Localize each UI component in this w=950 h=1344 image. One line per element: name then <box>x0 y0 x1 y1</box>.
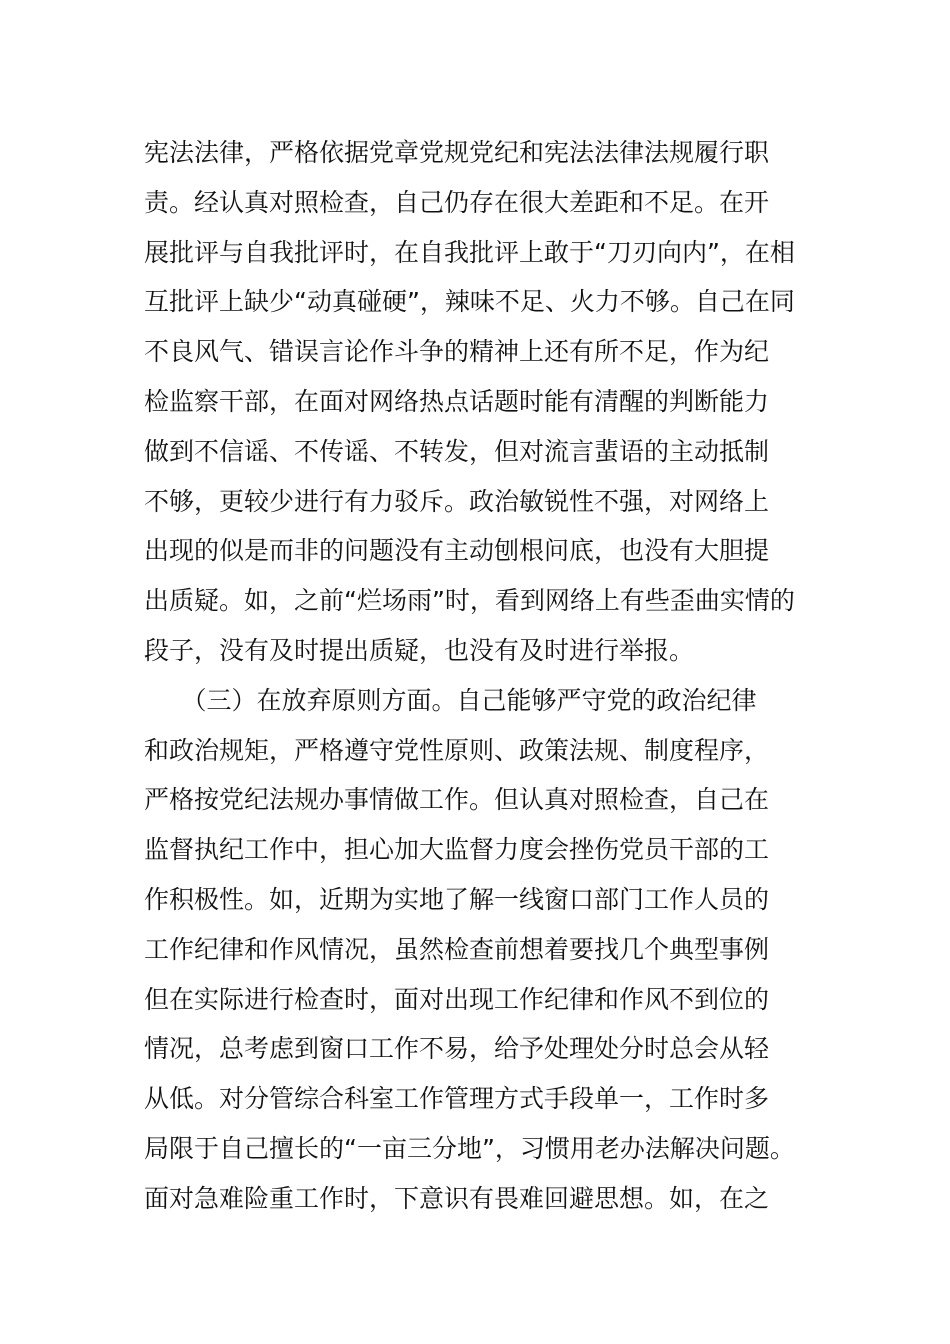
text-line: 出现的似是而非的问题没有主动刨根问底，也没有大胆提 <box>144 536 770 566</box>
text-line: 面对急难险重工作时，下意识有畏难回避思想。如，在之 <box>144 1183 770 1213</box>
text-line: 工作纪律和作风情况，虽然检查前想着要找几个典型事例 <box>144 934 770 964</box>
text-line: 严格按党纪法规办事情做工作。但认真对照检查，自己在 <box>144 785 770 815</box>
text-line: 但在实际进行检查时，面对出现工作纪律和作风不到位的 <box>144 984 770 1014</box>
text-line: 不良风气、错误言论作斗争的精神上还有所不足，作为纪 <box>144 337 770 367</box>
text-line: 出质疑。如，之前“烂场雨”时，看到网络上有些歪曲实情的 <box>144 586 795 616</box>
text-line: 检监察干部，在面对网络热点话题时能有清醒的判断能力 <box>144 386 770 416</box>
text-line: 宪法法律，严格依据党章党规党纪和宪法法律法规履行职 <box>144 138 770 167</box>
text-line: 从低。对分管综合科室工作管理方式手段单一，工作时多 <box>144 1084 770 1114</box>
text-line: 局限于自己擅长的“一亩三分地”，习惯用老办法解决问题。 <box>144 1133 795 1163</box>
body-text <box>144 128 814 1224</box>
text-line: 互批评上缺少“动真碰硬”，辣味不足、火力不够。自己在同 <box>144 287 795 317</box>
text-line: 做到不信谣、不传谣、不转发，但对流言蜚语的主动抵制 <box>144 436 770 466</box>
text-line: 展批评与自我批评时，在自我批评上敢于“刀刃向内”，在相 <box>144 237 795 267</box>
text-line: 作积极性。如，近期为实地了解一线窗口部门工作人员的 <box>144 884 770 914</box>
text-line: 段子，没有及时提出质疑，也没有及时进行举报。 <box>144 635 695 665</box>
text-line: 情况，总考虑到窗口工作不易，给予处理处分时总会从轻 <box>144 1034 770 1064</box>
text-line: 责。经认真对照检查，自己仍存在很大差距和不足。在开 <box>144 187 770 217</box>
text-line: 和政治规矩，严格遵守党性原则、政策法规、制度程序， <box>144 735 770 765</box>
text-line: 监督执纪工作中，担心加大监督力度会挫伤党员干部的工 <box>144 835 770 865</box>
text-line: 不够，更较少进行有力驳斥。政治敏锐性不强，对网络上 <box>144 486 770 516</box>
section-heading-line: （三）在放弃原则方面。自己能够严守党的政治纪律 <box>144 685 757 715</box>
